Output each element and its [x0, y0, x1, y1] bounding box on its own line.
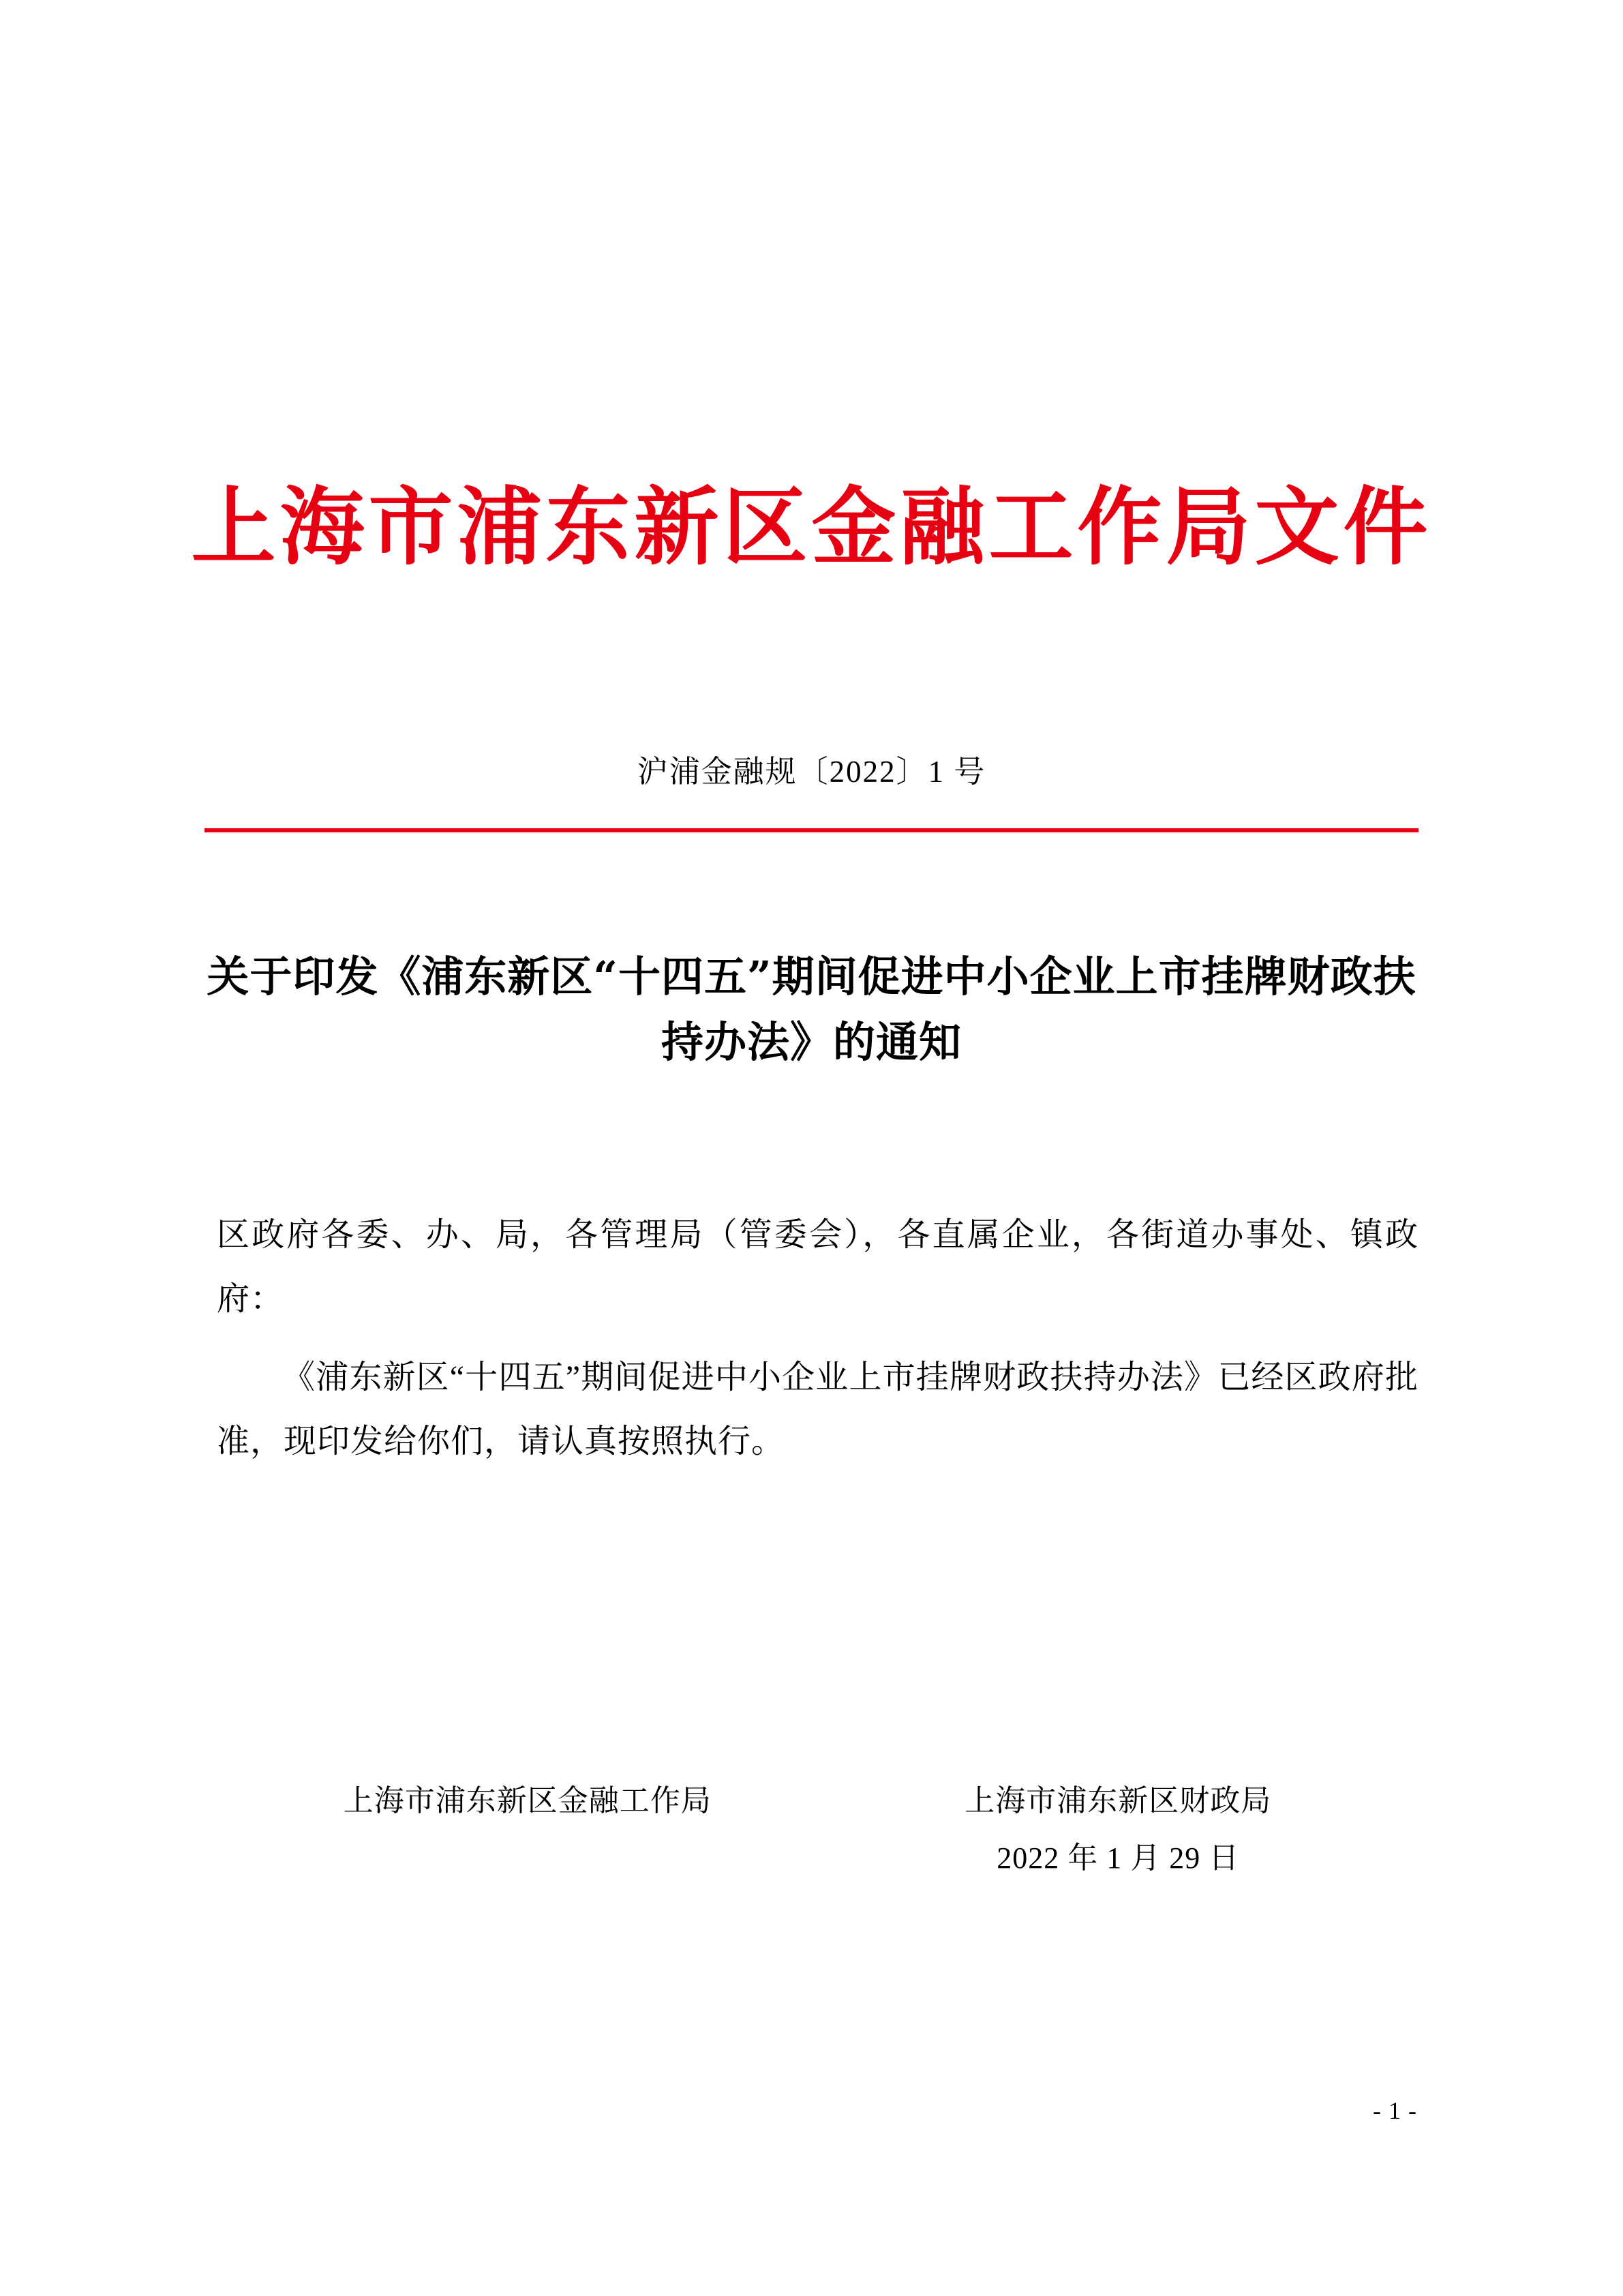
document-number: 沪浦金融规〔2022〕1 号: [637, 755, 986, 789]
page-number: - 1 -: [1373, 2097, 1417, 2124]
document-body: [217, 1203, 1419, 1488]
signature-date: 2022 年 1 月 29 日: [997, 1841, 1240, 1875]
signature-organizations: [217, 1772, 1419, 1830]
signature-block: [217, 1772, 1419, 1886]
signature-org-right: 上海市浦东新区财政局: [965, 1784, 1272, 1817]
document-header: [0, 477, 1623, 579]
signature-date-spacer: [217, 1830, 818, 1887]
document-title: 关于印发《浦东新区“十四五”期间促进中小企业上市挂牌财政扶持办法》的通知: [207, 952, 1416, 1068]
signature-org-left: 上海市浦东新区金融工作局: [343, 1784, 712, 1817]
body-paragraph-salutation: 区政府各委、办、局，各管理局（管委会），各直属企业，各街道办事处、镇政府：: [217, 1217, 1419, 1317]
signature-date-row: [217, 1830, 1419, 1887]
red-divider-rule: [204, 828, 1419, 832]
body-paragraph-notice: 《浦东新区“十四五”期间促进中小企业上市挂牌财政扶持办法》已经区政府批准，现印发给你们，请认真按照执行。: [217, 1359, 1419, 1460]
issuing-authority-title: 上海市浦东新区金融工作局文件: [191, 478, 1432, 577]
